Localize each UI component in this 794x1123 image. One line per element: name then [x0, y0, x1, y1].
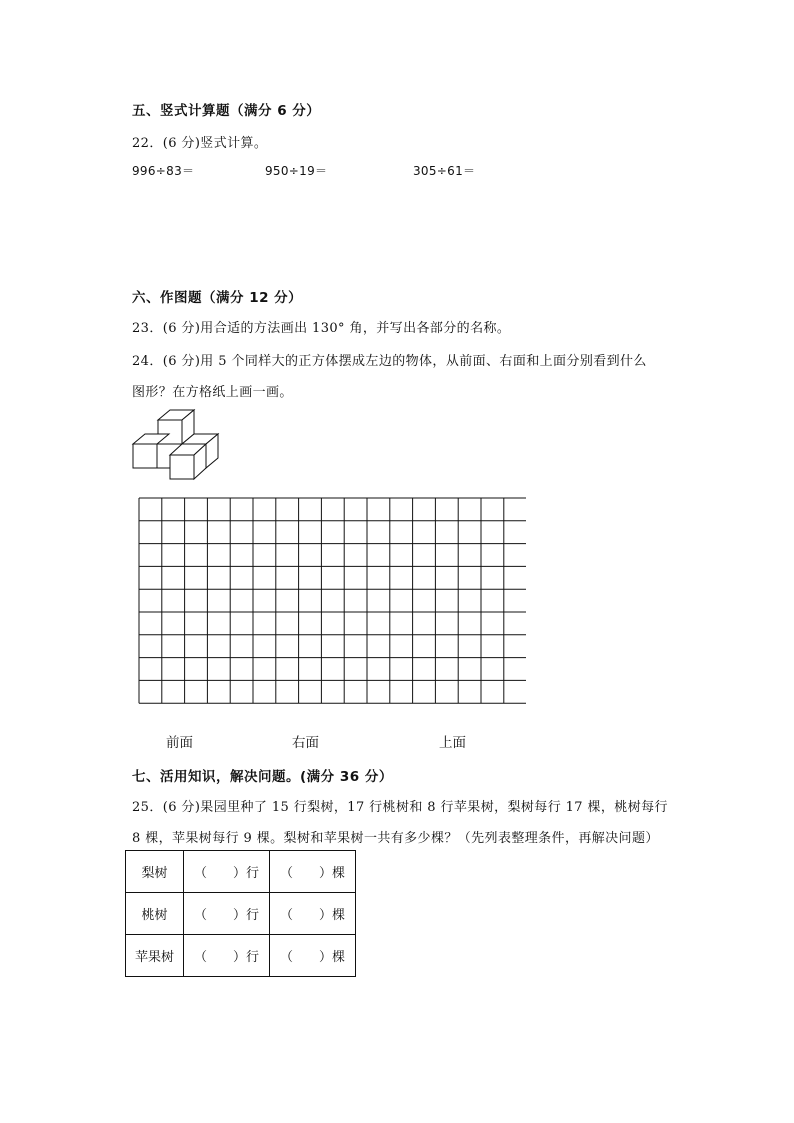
section-5-heading: 五、竖式计算题（满分 6 分） [132, 103, 321, 119]
table-row [126, 935, 356, 977]
cube-arrangement-figure [128, 406, 224, 482]
rows-answer-cell[interactable]: （ ）行 [184, 851, 270, 893]
section-7-heading: 七、活用知识，解决问题。(满分 36 分） [132, 769, 393, 785]
grid-label-top: 上面 [439, 735, 466, 751]
question-23-text: 23．(6 分)用合适的方法画出 130° 角，并写出各部分的名称。 [132, 321, 511, 336]
tree-name-cell: 桃树 [126, 893, 184, 935]
tree-conditions-table [125, 850, 356, 977]
division-problem-3: 305÷61＝ [413, 164, 476, 178]
grid-label-right: 右面 [292, 735, 319, 751]
question-24-line-2: 图形？在方格纸上画一画。 [132, 385, 293, 400]
tree-name-cell: 苹果树 [126, 935, 184, 977]
question-25-line-1: 25．(6 分)果园里种了 15 行梨树，17 行桃树和 8 行苹果树，梨树每行 17 棵，桃树每行 [132, 800, 668, 815]
trees-answer-cell[interactable]: （ ）棵 [270, 935, 356, 977]
tree-name-cell: 梨树 [126, 851, 184, 893]
trees-answer-cell[interactable]: （ ）棵 [270, 851, 356, 893]
rows-answer-cell[interactable]: （ ）行 [184, 935, 270, 977]
rows-answer-cell[interactable]: （ ）行 [184, 893, 270, 935]
table-row [126, 851, 356, 893]
question-24-line-1: 24．(6 分)用 5 个同样大的正方体摆成左边的物体，从前面、右面和上面分别看到什么 [132, 354, 647, 369]
grid-label-front: 前面 [166, 735, 193, 751]
trees-answer-cell[interactable]: （ ）棵 [270, 893, 356, 935]
square-grid-paper[interactable] [138, 497, 526, 709]
table-row [126, 893, 356, 935]
division-problem-2: 950÷19＝ [265, 164, 328, 178]
division-problem-1: 996÷83＝ [132, 164, 195, 178]
question-22-text: 22．(6 分)竖式计算。 [132, 136, 268, 151]
section-6-heading: 六、作图题（满分 12 分） [132, 290, 303, 306]
question-25-line-2: 8 棵，苹果树每行 9 棵。梨树和苹果树一共有多少棵？（先列表整理条件，再解决问题） [132, 831, 659, 846]
